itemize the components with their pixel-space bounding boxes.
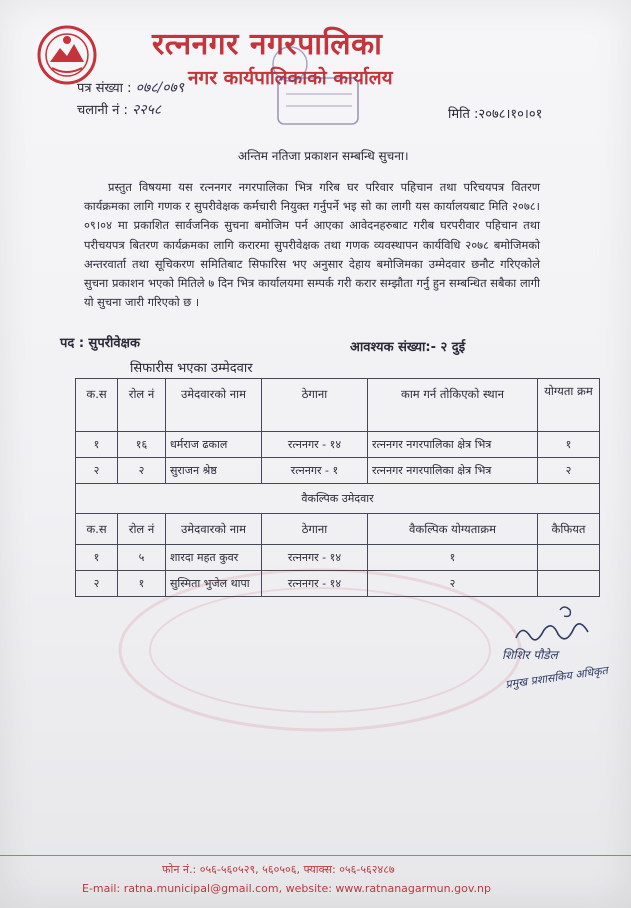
dispatch-number-label: चलानी नं : — [77, 103, 128, 118]
table-cell: १ — [118, 571, 166, 597]
alt-section-title: वैकल्पिक उमेदवार — [76, 484, 600, 514]
alt-header-row — [76, 514, 600, 545]
table-cell: रत्ननगर - १४ — [262, 571, 368, 597]
letter-number — [77, 78, 184, 97]
watermark-seal — [110, 560, 530, 740]
footer-phone: फोन नं.: ०५६-५६०५२९, ५६०५०६, फ्याक्स: ०५६-५६२४८७ — [162, 863, 395, 876]
table-cell: रत्ननगर - १४ — [262, 432, 368, 458]
table-cell: ५ — [118, 545, 166, 571]
recommended-title: सिफारीस भएका उम्मेदवार — [130, 361, 253, 376]
col-header: ठेगाना — [262, 514, 368, 545]
table-row — [76, 458, 600, 484]
table-cell: १ — [538, 432, 600, 458]
table-cell: रत्ननगर नगरपालिका क्षेत्र भित्र — [368, 432, 538, 458]
alt-section-row — [76, 484, 600, 514]
table-cell: १ — [76, 432, 118, 458]
col-header: उमेदवारको नाम — [166, 379, 262, 432]
table-cell: सुराजन श्रेष्ठ — [166, 458, 262, 484]
footer-contact: E-mail: ratna.municipal@gmail.com, website: www.ratnanagarmun.gov.np — [82, 882, 491, 895]
col-header: कैफियत — [538, 514, 600, 545]
letter-number-value: ०७८/०७९ — [135, 80, 185, 96]
table-cell: २ — [118, 458, 166, 484]
col-header: ठेगाना — [262, 379, 368, 432]
table-cell: सुस्मिता भुजेल थापा — [166, 571, 262, 597]
col-header: काम गर्न तोकिएको स्थान — [368, 379, 538, 432]
table-header-row — [76, 379, 600, 432]
table-cell: १ — [76, 545, 118, 571]
col-header: उमेदवारको नाम — [166, 514, 262, 545]
office-subtitle: नगर कार्यपालिकाको कार्यालय — [188, 67, 393, 89]
dispatch-number — [77, 100, 161, 119]
signatory-role: प्रमुख प्रशासकिय अधिकृत — [504, 663, 609, 692]
municipality-logo — [36, 24, 98, 86]
col-header: वैकल्पिक योग्यताक्रम — [368, 514, 538, 545]
required-count: आवश्यक संख्या:- २ दुई — [350, 340, 466, 355]
notice-date: मिति :२०७८।१०।०१ — [448, 107, 543, 122]
table-cell: धर्मराज ढकाल — [166, 432, 262, 458]
notice-body: प्रस्तुत विषयमा यस रत्ननगर नगरपालिका भित्र गरिब घर परिवार पहिचान तथा परिचयपत्र वितरण कार्यक्रमका लागि गणक र सुपरीवेक्षक कर्मचारी नियुक्त गर्नुपर्ने भइ सो का लागी यस कार्यालयबाट मिति २०७८।०९।०४ मा प्रकाशित सार्वजनिक सुचना बमोजिम पर्न आएका आवेदनहरुबाट गरीब घरपरीवार पहिचान तथा परीचयपत्र बितरण कार्यक्रमका लागि करारमा सुपरीवेक्षक तथा गणक व्यवस्थापन कार्यविधि २०७८ बमोजिमको अन्तरवार्ता तथा सूचिकरण समितिबाट सिफारिस भए अनुसार देहाय बमोजिमका उम्मेदवार छनौट गरिएकोले सुचना प्रकाशन भएको मितिले ७ दिन भित्र कार्यालयमा सम्पर्क गरी करार सम्झौता गर्नु हुन सम्बन्धित सबैका लागी यो सुचना जारी गरिएको छ । — [84, 180, 540, 310]
post-label: पद : सुपरीवेक्षक — [60, 336, 140, 351]
letter-number-label: पत्र संख्या : — [77, 81, 132, 96]
col-header: रोल नं — [118, 514, 166, 545]
table-cell — [538, 545, 600, 571]
col-header: क.स — [76, 379, 118, 432]
table-cell: १ — [368, 545, 538, 571]
notice-subject: अन्तिम नतिजा प्रकाशन सम्बन्धि सुचना। — [238, 149, 409, 163]
table-cell: २ — [368, 571, 538, 597]
table-row — [76, 432, 600, 458]
footer-divider — [0, 855, 631, 856]
table-cell: २ — [538, 458, 600, 484]
col-header: रोल नं — [118, 379, 166, 432]
table-cell: रत्ननगर नगरपालिका क्षेत्र भित्र — [368, 458, 538, 484]
signatory-name: शिशिर पौडेल — [502, 648, 558, 662]
dispatch-number-value: २२५८ — [132, 102, 162, 118]
table-cell: १६ — [118, 432, 166, 458]
col-header: क.स — [76, 514, 118, 545]
office-title: रत्ननगर नगरपालिका — [152, 27, 383, 62]
table-cell: रत्ननगर - १ — [262, 458, 368, 484]
table-cell: २ — [76, 571, 118, 597]
table-cell: २ — [76, 458, 118, 484]
table-cell: रत्ननगर - १४ — [262, 545, 368, 571]
table-cell: शारदा महत कुवर — [166, 545, 262, 571]
col-header: योग्यता क्रम — [538, 379, 600, 432]
office-stamp — [260, 44, 380, 134]
table-cell — [538, 571, 600, 597]
